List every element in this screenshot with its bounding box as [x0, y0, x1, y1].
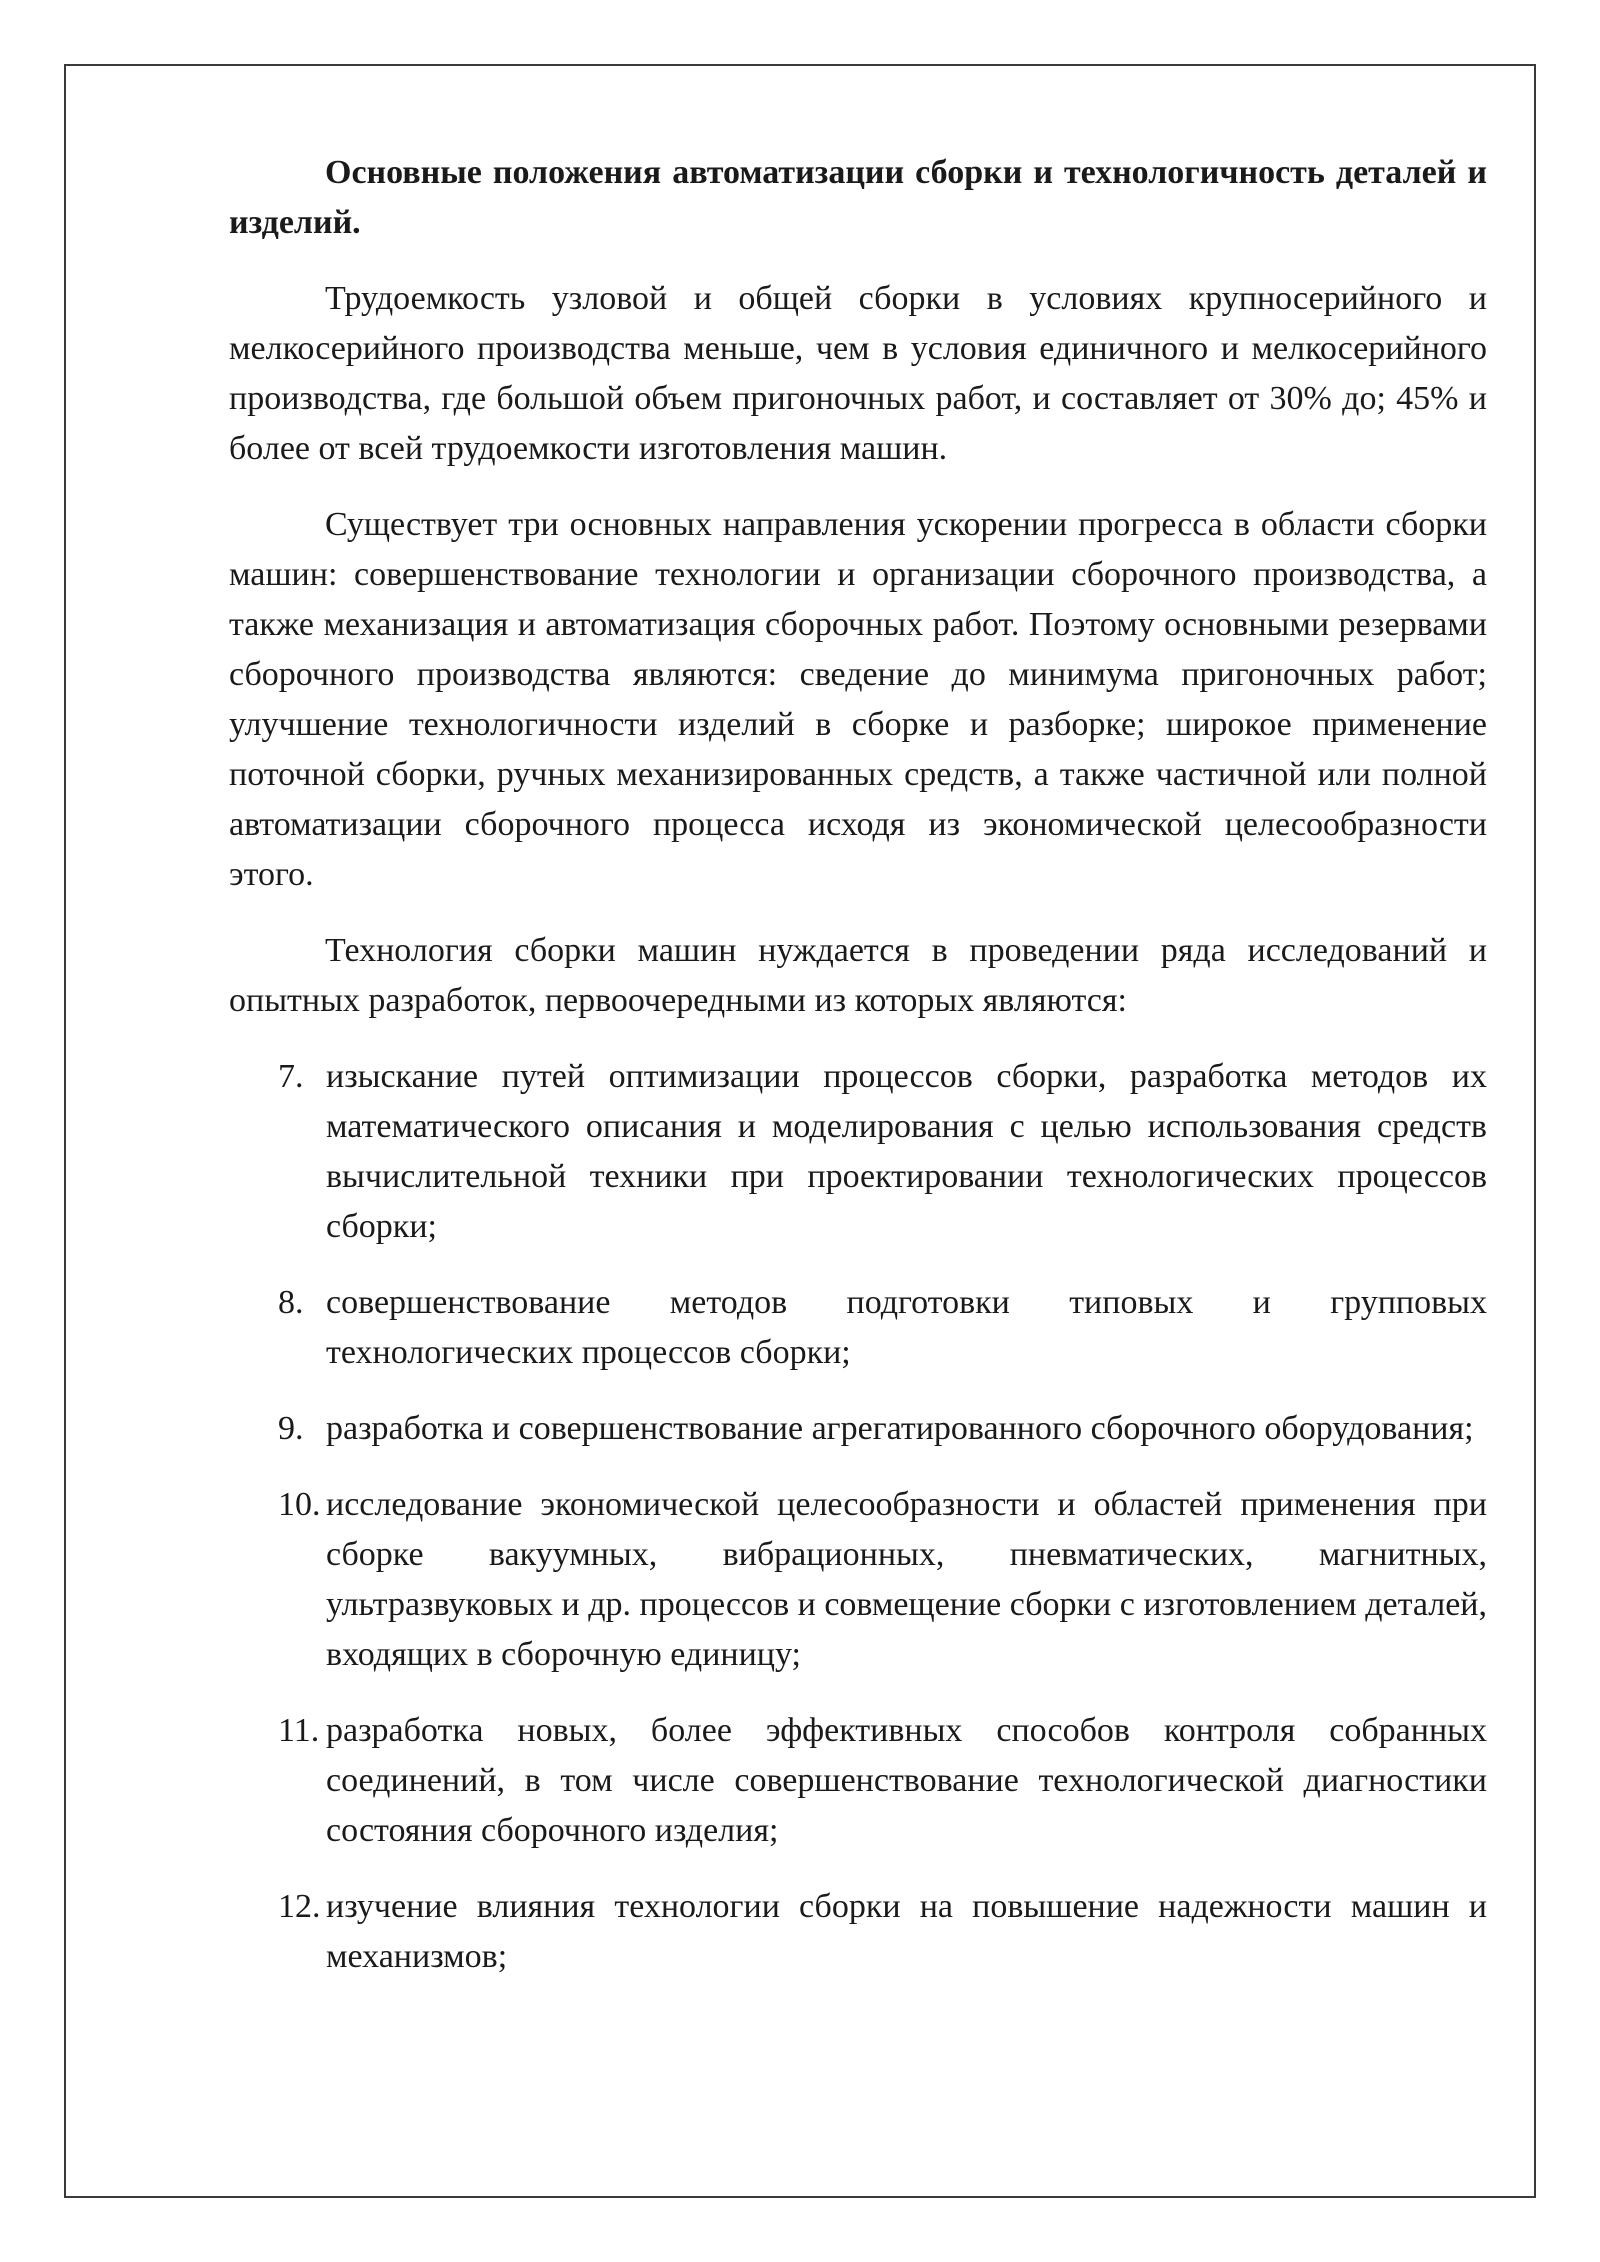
list-item: [229, 1882, 1487, 1982]
list-item-text: совершенствование методов подготовки типовых и групповых технологических процессов сборки;: [326, 1284, 1487, 1371]
paragraph-research-intro: Технология сборки машин нуждается в проведении ряда исследований и опытных разработок, первоочередными из которых являются:: [229, 932, 1487, 1019]
list-item-number: 10.: [278, 1486, 321, 1523]
list-item: [229, 1404, 1487, 1454]
research-list: [229, 1052, 1487, 1982]
paragraph-directions: Существует три основных направления ускорении прогресса в области сборки машин: совершенствование технологии и организации сборочного производства, а также механизация и автоматизация сборочных работ. Поэтому основными резервами сборочного производства являются: сведение до минимума пригоночных работ; улучшение технологичности изделий в сборке и разборке; широкое применение поточной сборки, ручных механизированных средств, а также частичной или полной автоматизации сборочного процесса исходя из экономической целесообразности этого.: [229, 506, 1487, 893]
list-item-number: 7.: [278, 1058, 304, 1095]
document-heading: Основные положения автоматизации сборки и технологичность деталей и изделий.: [229, 154, 1487, 241]
list-item-text: исследование экономической целесообразности и областей применения при сборке вакуумных, вибрационных, пневматических, магнитных, ультразвуковых и др. процессов и совмещение сборки с изготовлением деталей, входящих в сборочную единицу;: [326, 1486, 1487, 1673]
list-item: [229, 1052, 1487, 1252]
list-item-text: разработка новых, более эффективных способов контроля собранных соединений, в том числе совершенствование технологической диагностики состояния сборочного изделия;: [326, 1712, 1487, 1849]
list-item-text: изучение влияния технологии сборки на повышение надежности машин и механизмов;: [326, 1888, 1487, 1975]
list-item-number: 12.: [278, 1888, 321, 1925]
list-item: [229, 1706, 1487, 1856]
list-item: [229, 1480, 1487, 1680]
list-item-number: 8.: [278, 1284, 304, 1321]
list-item-number: 11.: [278, 1712, 320, 1749]
list-item-number: 9.: [278, 1410, 304, 1447]
list-item: [229, 1278, 1487, 1378]
document-body: [229, 148, 1487, 2008]
paragraph-labor-intensity: Трудоемкость узловой и общей сборки в условиях крупносерийного и мелкосерийного производства меньше, чем в условия единичного и мелкосерийного производства, где большой объем пригоночных работ, и составляет от 30% до; 45% и более от всей трудоемкости изготовления машин.: [229, 280, 1487, 467]
list-item-text: разработка и совершенствование агрегатированного сборочного оборудования;: [326, 1410, 1474, 1447]
list-item-text: изыскание путей оптимизации процессов сборки, разработка методов их математического описания и моделирования с целью использования средств вычислительной техники при проектировании технологических процессов сборки;: [326, 1058, 1487, 1245]
